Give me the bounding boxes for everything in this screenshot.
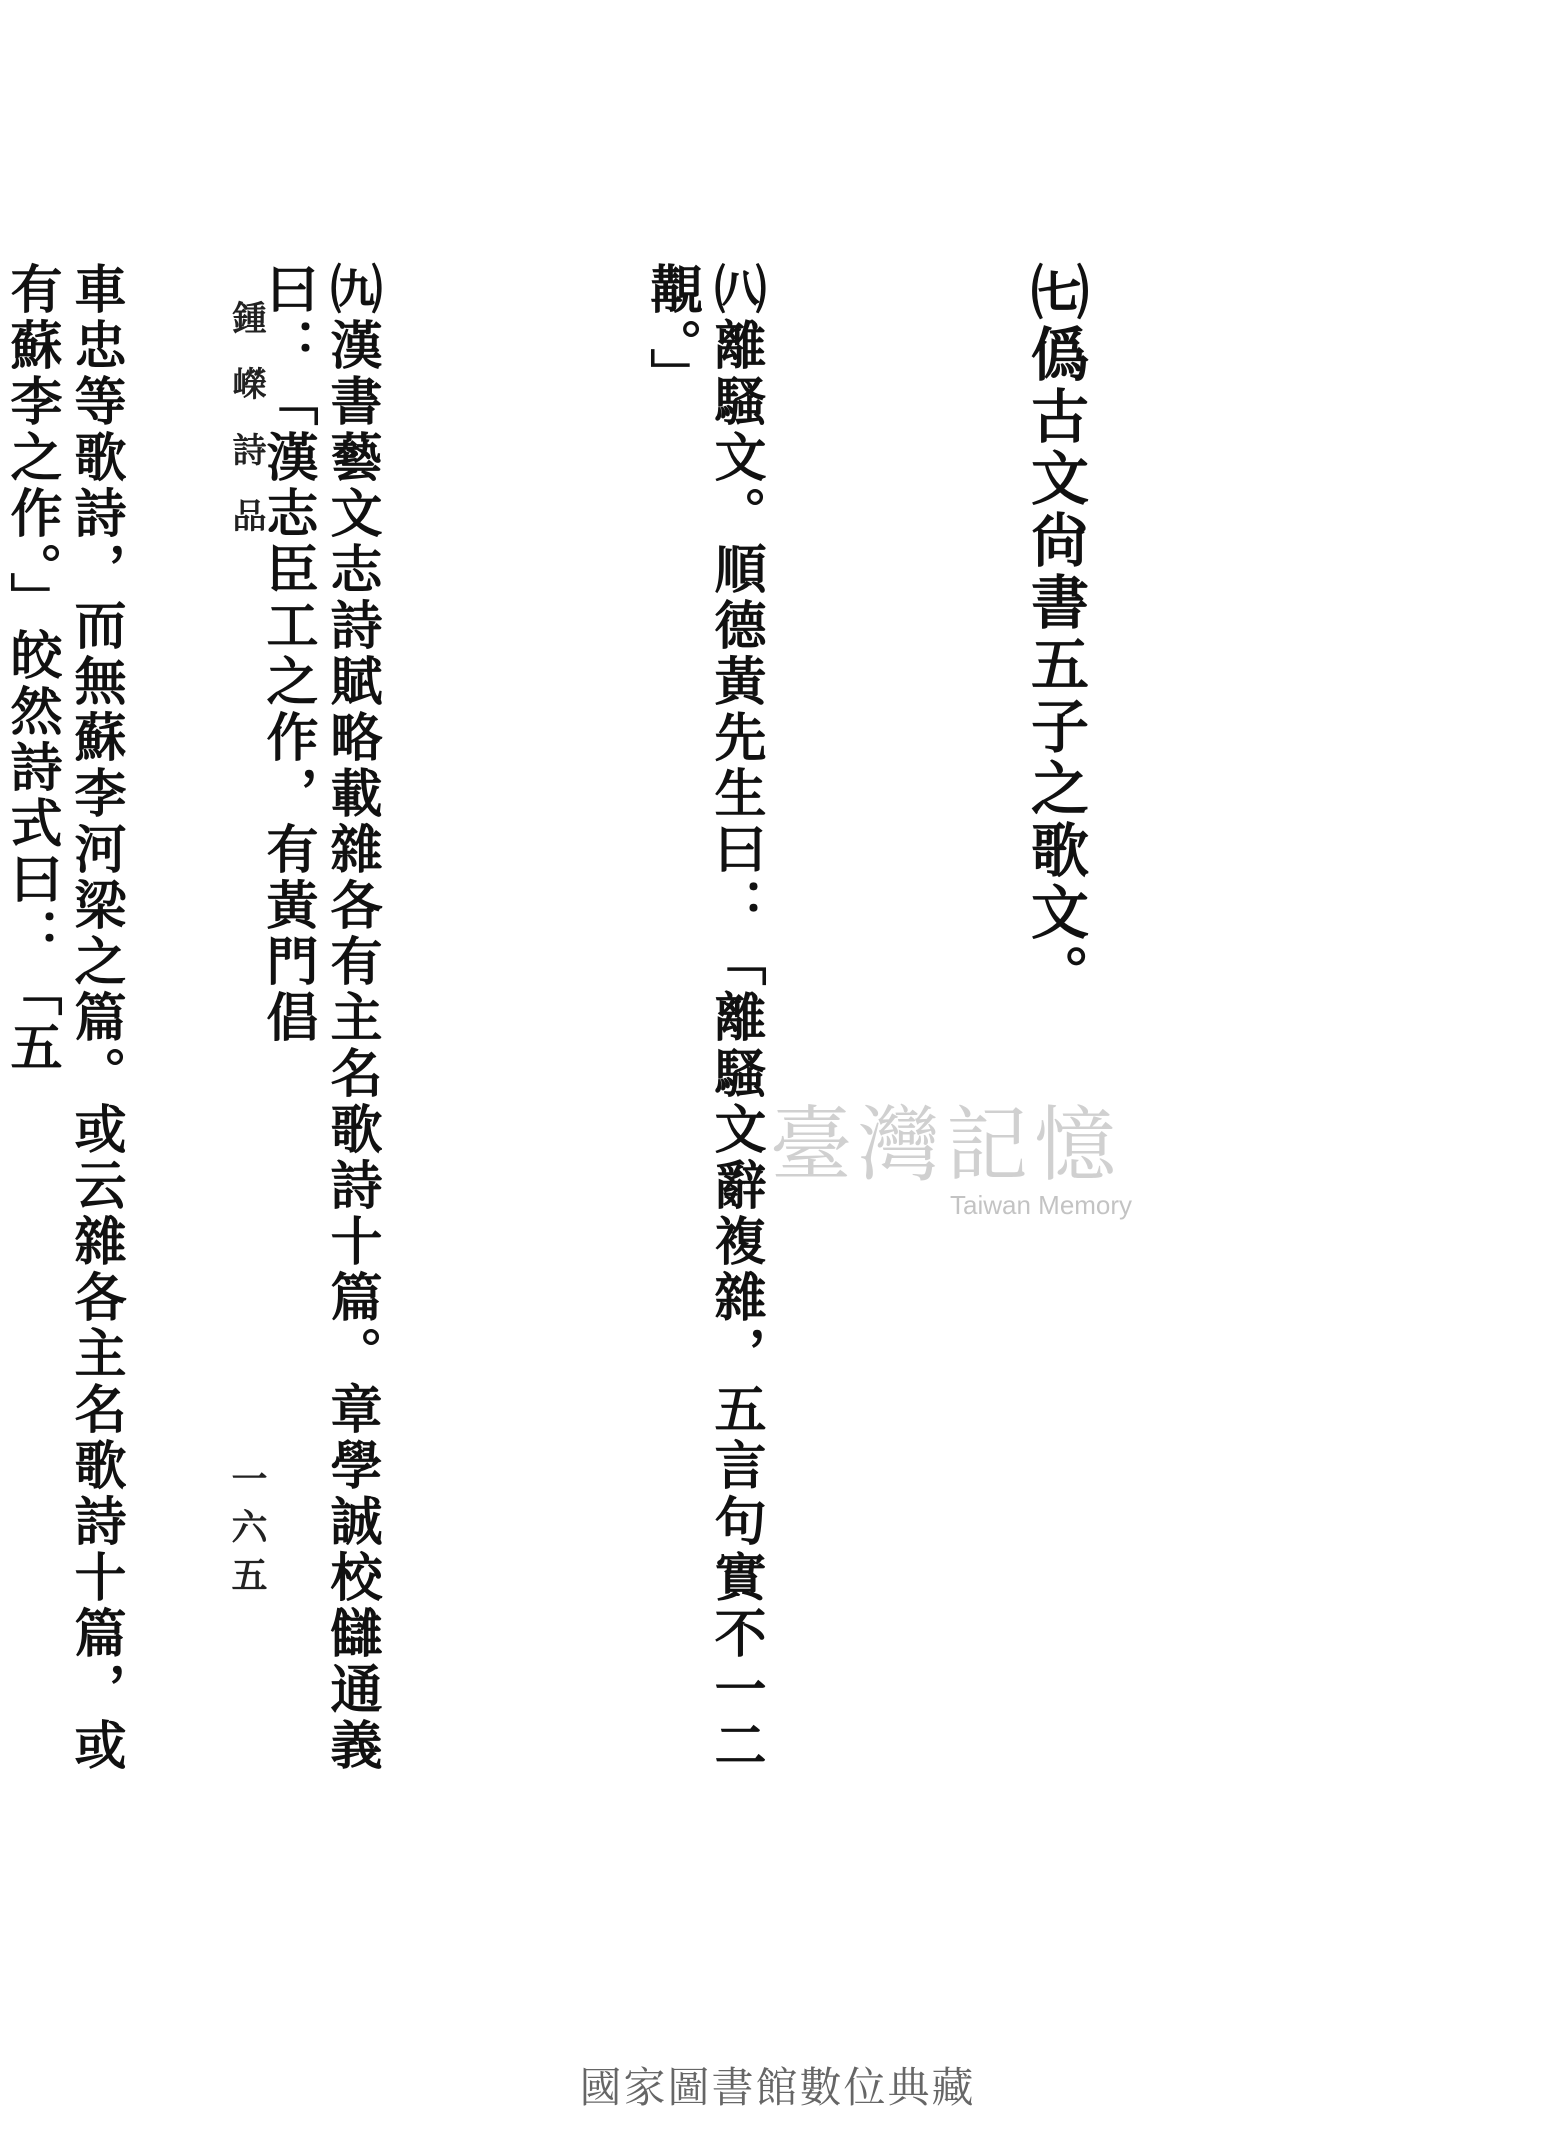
note-line: ㈧離騷文。順德黃先生曰：「離騷文辭複雜，五言句實不一二覯。」: [641, 262, 766, 1774]
note-line: ㈦僞古文尙書五子之歌文。: [1021, 262, 1089, 1006]
watermark-english: Taiwan Memory: [950, 1190, 1133, 1220]
library-credit: 國家圖書館數位典藏: [579, 2063, 976, 2112]
note-8: [511, 262, 895, 1822]
running-title: 鍾嶸詩品: [226, 300, 266, 564]
note-line: ㈨漢書藝文志詩賦略載雜各有主名歌詩十篇。章學誠校讎通義曰：「漢志臣工之作，有黃門倡: [257, 262, 382, 1774]
watermark-chinese: 臺灣記憶: [770, 1098, 1123, 1193]
note-7: [895, 262, 1215, 1822]
page-number: 一六五: [226, 1460, 268, 1604]
annotation-text-block: [0, 262, 1215, 1822]
note-line: 車忠等歌詩，而無蘇李河梁之篇。或云雜各主名歌詩十篇，或有蘇李之作。」皎然詩式曰：「五: [1, 262, 126, 1774]
